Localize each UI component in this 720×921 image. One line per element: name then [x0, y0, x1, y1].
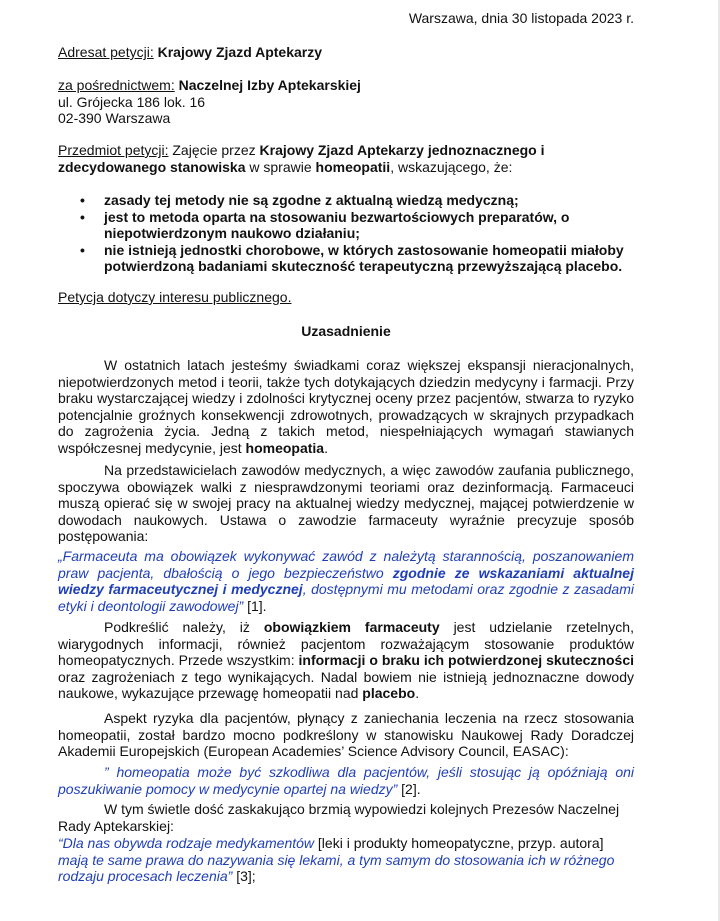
section-title: Uzasadnienie: [301, 323, 391, 339]
reference-2: [2].: [397, 780, 421, 797]
subject-bold-2: homeopatii: [315, 158, 391, 175]
quote-2: ” homeopatia może być szkodliwa dla pacjentów, jeśli stosując ją opóźniają oni poszukiwanie pomocy w medycynie opartej na wiedzy” [2].: [58, 764, 634, 797]
subject-label: Przedmiot petycji:: [58, 142, 169, 158]
subject-block: [58, 142, 634, 175]
subject-text-3: , wskazującego, że:: [390, 158, 513, 175]
quote-1: „Farmaceuta ma obowiązek wykonywać zawód z należytą starannością, poszanowaniem praw pacjenta, dbałością o jego bezpieczeństwo zgodnie ze wskazaniami aktualnej wiedzy farmaceutycznej i medycznej, dostępnymi mu metodami oraz zgodnie z zasadami etyki i deontologii zawodowej” [1].: [58, 548, 634, 614]
paragraph-1: W ostatnich latach jesteśmy świadkami coraz większej ekspansji nieracjonalnych, niepotwierdzonych metod i teorii, także tych dotykających dziedzin medycyny i farmacji. Przy braku wystarczającej wiedzy i zdolności krytycznej oceny przez pacjentów, stwarza to ryzyko potencjalnie groźnych konsekwencji zdrowotnych, prowadzących w skrajnych przypadkach do zagrożenia życia. Jedną z takich metod, niespełniających wymagań stawianych współczesnej medycynie, jest homeopatia.: [58, 357, 634, 456]
list-item: • zasady tej metody nie są zgodne z aktualną wiedzą medyczną;: [80, 192, 519, 208]
public-interest-note: Petycja dotyczy interesu publicznego.: [58, 289, 292, 305]
bullet-icon: •: [80, 241, 85, 258]
via-label: za pośrednictwem:: [58, 77, 175, 93]
homeopathy-term: homeopatia: [245, 439, 325, 456]
via-name: Naczelnej Izby Aptekarskiej: [178, 77, 361, 93]
quote-3: “Dla nas obywda rodzaje medykamentów [leki i produkty homeopatyczne, przyp. autora] mają te same prawa do nazywania się lekami, a tym samym do stosowania ich w różnego rodzaju procesach leczenia” [3];: [58, 835, 615, 885]
reference-3: [3];: [232, 868, 256, 885]
list-item: • nie istnieją jednostki chorobowe, w których zastosowanie homeopatii miałoby potwierdzoną badaniami skuteczność terapeutyczną przewyższającą placebo.: [80, 241, 624, 275]
subject-text-2: w sprawie: [245, 158, 316, 175]
bullet-icon: •: [80, 208, 85, 225]
via-block: [58, 77, 634, 127]
points-list: [58, 192, 634, 275]
via-street: ul. Grójecka 186 lok. 16: [58, 93, 206, 110]
addressee-line: [58, 44, 634, 61]
paragraph-5: W tym świetle dość zaskakująco brzmią wypowiedzi kolejnych Prezesów Naczelnej Rady Aptekarskiej:: [58, 801, 620, 834]
paragraph-3: Podkreślić należy, iż obowiązkiem farmaceuty jest udzielanie rzetelnych, wiarygodnych informacji, również pacjentom rozważającym stosowanie produktów homeopatycznych. Przede wszystkim: informacji o braku ich potwierdzonej skuteczności oraz zagrożeniach z tego wynikających. Nadal bowiem nie istnieją jednoznaczne dowody naukowe, wykazujące przewagę homeopatii nad placebo.: [58, 619, 634, 702]
addressee-name: Krajowy Zjazd Aptekarzy: [157, 44, 323, 60]
subject-bold-1: Krajowy Zjazd Aptekarzy jednoznacznego i zdecydowanego stanowiska: [58, 142, 545, 175]
list-item: • jest to metoda oparta na stosowaniu bezwartościowych preparatów, o niepotwierdzonym naukowo działaniu;: [80, 208, 570, 242]
paragraph-2: Na przedstawicielach zawodów medycznych, a więc zawodów zaufania publicznego, spoczywa obowiązek walki z niesprawdzonymi teoriami oraz dezinformacją. Farmaceuci muszą opierać się w swojej pracy na aktualnej wiedzy medycznej, mającej potwierdzenie w dowodach naukowych. Ustawa o zawodzie farmaceuty wyraźnie precyzuje sposób postępowania:: [58, 462, 634, 545]
paragraph-4: Aspekt ryzyka dla pacjentów, płynący z zaniechania leczenia na rzecz stosowania homeopatii, został bardzo mocno podkreślony w stanowisku Naukowej Rady Doradczej Akademii Europejskich (European Academies’ Science Advisory Council, EASAC):: [58, 710, 634, 760]
reference-1: [1].: [243, 597, 267, 614]
via-city: 02-390 Warszawa: [58, 110, 171, 127]
subject-text-1: Zajęcie przez: [168, 142, 260, 158]
document-date: Warszawa, dnia 30 listopada 2023 r.: [408, 10, 634, 26]
addressee-label: Adresat petycji:: [58, 44, 154, 60]
bullet-icon: •: [80, 192, 85, 208]
quote-1-emphasis: zgodnie ze wskazaniami aktualnej wiedzy farmaceutycznej i medycznej: [58, 564, 634, 598]
